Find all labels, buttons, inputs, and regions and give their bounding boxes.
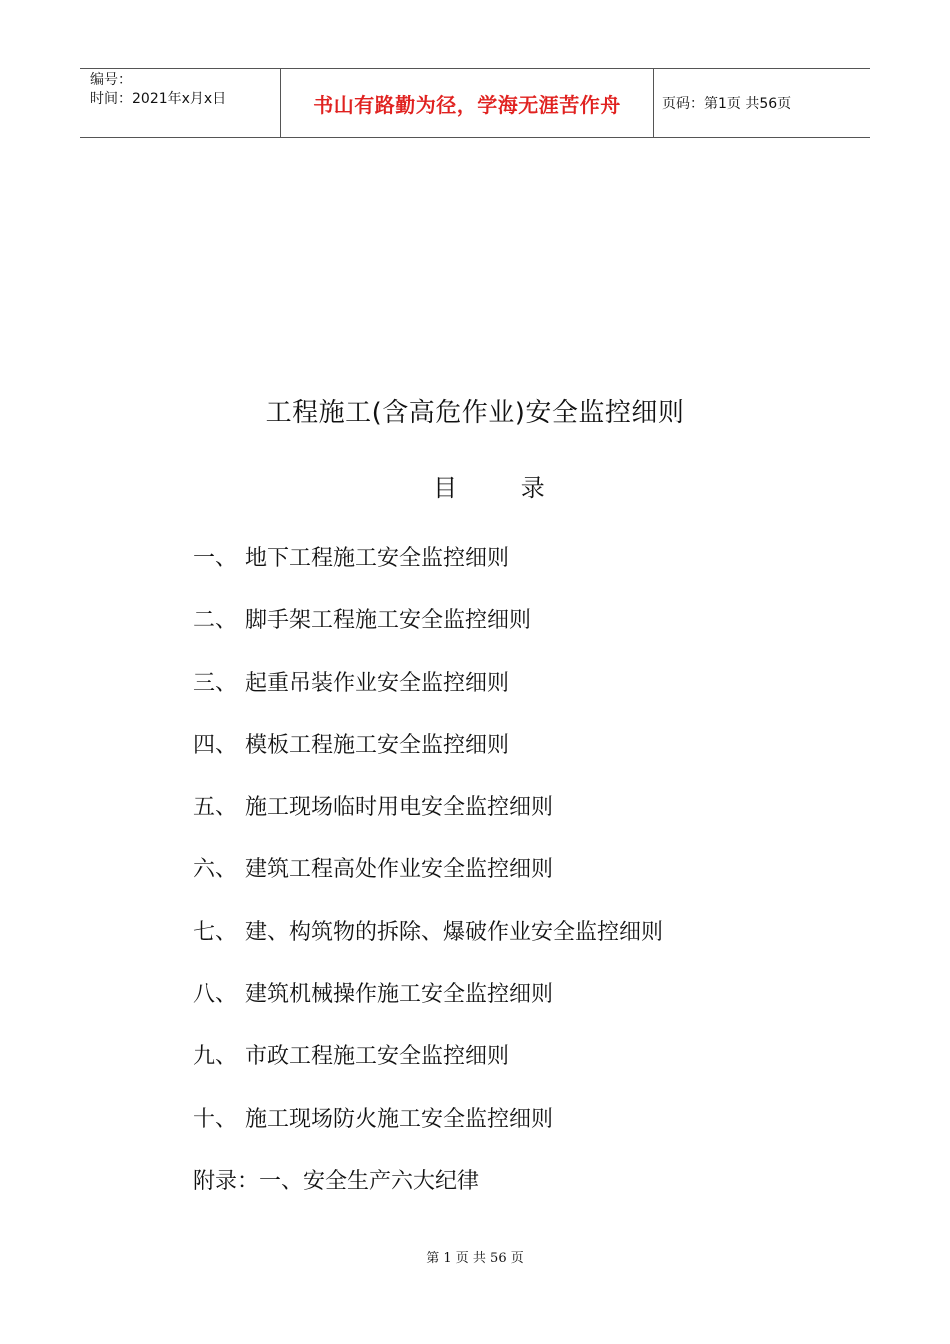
toc-heading: 目 录 <box>433 474 573 502</box>
toc-item <box>193 916 663 978</box>
document-date-label: 时间：2021年x月x日 <box>90 91 227 107</box>
toc-item-text: 模板工程施工安全监控细则 <box>245 732 510 758</box>
toc-item-number: 四、 <box>193 732 238 758</box>
header-page-cell <box>654 69 870 137</box>
toc-item <box>193 604 663 666</box>
toc-item <box>193 978 663 1040</box>
toc-item <box>193 729 663 791</box>
toc-item-text: 脚手架工程施工安全监控细则 <box>245 608 532 634</box>
toc-item-text: 地下工程施工安全监控细则 <box>245 546 510 571</box>
document-title: 工程施工(含高危作业)安全监控细则 <box>265 398 685 428</box>
toc-item-number: 六、 <box>193 857 238 883</box>
toc-item-number: 二、 <box>193 608 238 634</box>
toc-item-number: 十、 <box>193 1106 238 1132</box>
toc-item-number: 九、 <box>193 1044 238 1070</box>
toc-item-number: 七、 <box>193 919 238 945</box>
header-motto-cell <box>281 69 654 137</box>
toc-appendix: 附录：一、安全生产六大纪律 <box>193 1169 480 1194</box>
toc-item <box>193 542 663 604</box>
toc-item <box>193 1040 663 1102</box>
document-number-label: 编号： <box>90 72 132 88</box>
toc-item-text: 市政工程施工安全监控细则 <box>245 1044 510 1070</box>
toc-item-text: 建、构筑物的拆除、爆破作业安全监控细则 <box>245 919 664 945</box>
toc-item-number: 五、 <box>193 795 238 821</box>
toc-item <box>193 1103 663 1165</box>
toc-item-number: 三、 <box>193 670 238 696</box>
toc-item-text: 建筑机械操作施工安全监控细则 <box>245 982 554 1008</box>
toc-item-number: 八、 <box>193 982 238 1008</box>
toc-item-number: 一、 <box>193 546 238 571</box>
toc-item-text: 建筑工程高处作业安全监控细则 <box>245 857 554 883</box>
toc-item-text: 施工现场防火施工安全监控细则 <box>245 1106 554 1132</box>
page-header <box>80 68 870 138</box>
toc-item-text: 施工现场临时用电安全监控细则 <box>245 795 554 821</box>
toc-item-text: 起重吊装作业安全监控细则 <box>245 670 510 696</box>
toc-item <box>193 853 663 915</box>
table-of-contents <box>193 542 663 1165</box>
page-footer: 第 1 页 共 56 页 <box>426 1251 524 1266</box>
header-motto: 书山有路勤为径，学海无涯苦作舟 <box>313 92 621 117</box>
toc-item <box>193 667 663 729</box>
toc-item <box>193 791 663 853</box>
header-page-info: 页码：第1页 共56页 <box>662 96 792 112</box>
header-meta-cell <box>80 69 281 137</box>
